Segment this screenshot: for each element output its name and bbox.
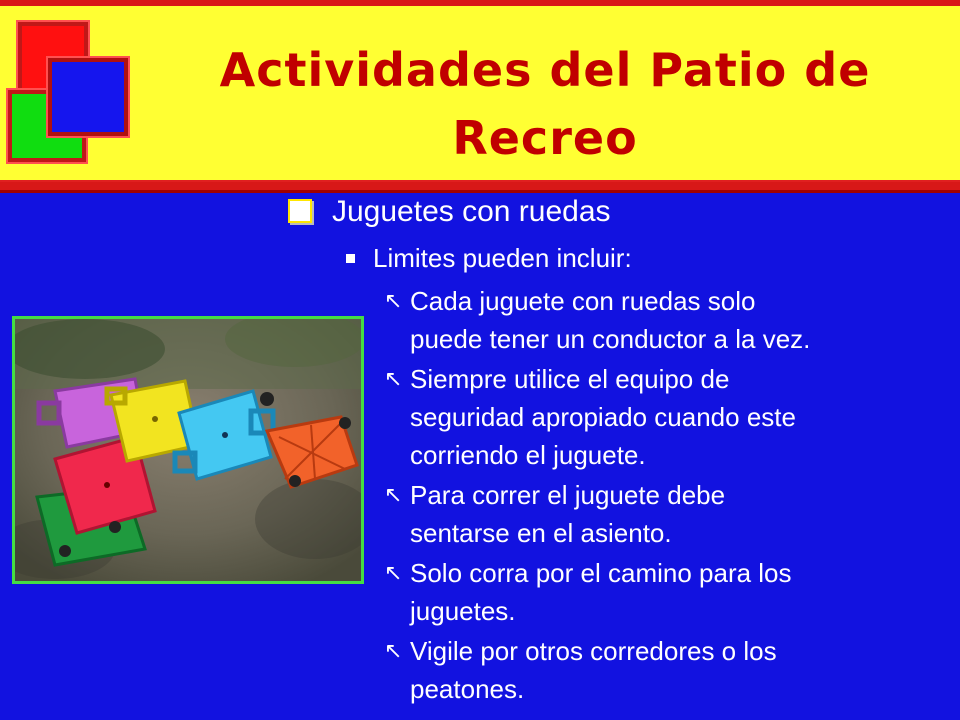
sub-bullet-line: sentarse en el asiento. xyxy=(410,518,672,548)
sub-bullet-item xyxy=(384,360,954,474)
sub-bullet-line: puede tener un conductor a la vez. xyxy=(410,324,811,354)
sub-bullet-line: seguridad apropiado cuando este xyxy=(410,402,796,432)
sub-bullet-line: Vigile por otros corredores o los xyxy=(410,636,777,666)
sub-bullet-item xyxy=(384,554,954,630)
sub-bullet-line: juguetes. xyxy=(410,596,516,626)
bullet-level1-text: Juguetes con ruedas xyxy=(332,195,611,228)
sub-bullet-line: peatones. xyxy=(410,674,525,704)
arrow-bullet-icon: ↖ xyxy=(384,560,403,585)
title-bar xyxy=(0,0,960,190)
blue-square xyxy=(48,58,128,136)
slide-title: Actividades del Patio de Recreo xyxy=(219,43,871,165)
arrow-bullet-icon: ↖ xyxy=(384,638,403,663)
sub-bullet-line: Solo corra por el camino para los xyxy=(410,558,792,588)
sub-bullet-item xyxy=(384,632,954,708)
sub-bullet-line: Para correr el juguete debe xyxy=(410,480,726,510)
sub-bullet-line: Cada juguete con ruedas solo xyxy=(410,286,756,316)
arrow-bullet-icon: ↖ xyxy=(384,482,403,507)
bullet-level2 xyxy=(346,240,632,276)
sub-bullet-list xyxy=(384,282,954,710)
sub-bullet-line: corriendo el juguete. xyxy=(410,440,646,470)
arrow-bullet-icon: ↖ xyxy=(384,366,403,391)
photo-illustration xyxy=(15,319,361,581)
logo-squares xyxy=(0,0,150,180)
arrow-bullet-icon: ↖ xyxy=(384,288,403,313)
bullet-level1 xyxy=(288,192,611,232)
sub-bullet-line: Siempre utilice el equipo de xyxy=(410,364,730,394)
scooter-boards-photo xyxy=(12,316,364,584)
checkbox-bullet-icon xyxy=(288,199,312,223)
sub-bullet-item xyxy=(384,282,954,358)
sub-bullet-item xyxy=(384,476,954,552)
square-bullet-icon xyxy=(346,254,355,263)
bullet-level2-text: Limites pueden incluir: xyxy=(373,243,632,273)
